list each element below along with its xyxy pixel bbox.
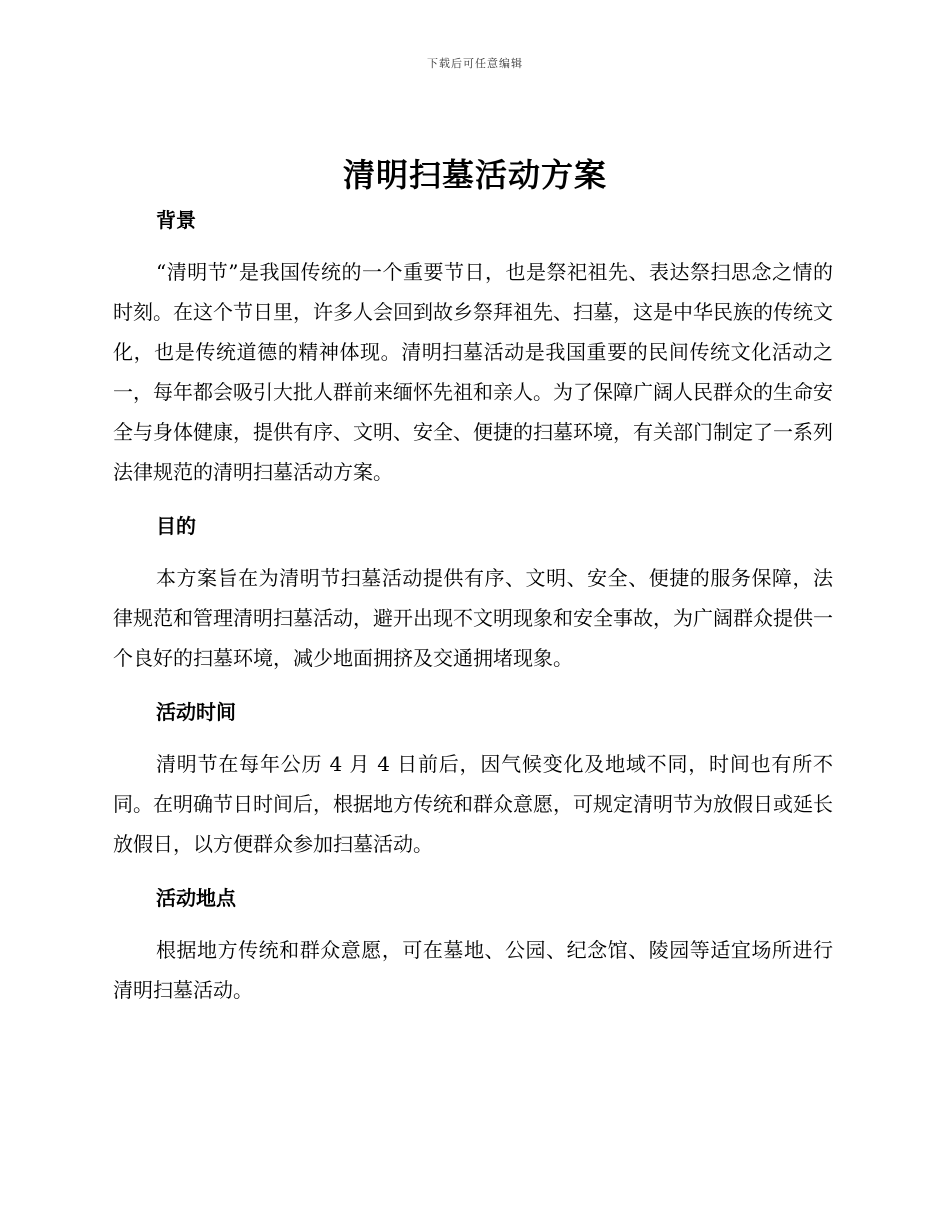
document-title: 清明扫墓活动方案 <box>342 156 607 194</box>
section-activity-location <box>113 878 833 1010</box>
section-background <box>113 200 833 492</box>
section-paragraph: 清明节在每年公历 4 月 4 日前后，因气候变化及地域不同，时间也有所不同。在明确节日时间后，根据地方传统和群众意愿，可规定清明节为放假日或延长放假日，以方便群众参加扫墓活动。 <box>113 752 833 856</box>
section-activity-time <box>113 692 833 864</box>
section-heading: 活动地点 <box>156 886 236 910</box>
section-paragraph: 本方案旨在为清明节扫墓活动提供有序、文明、安全、便捷的服务保障，法律规范和管理清明扫墓活动，避开出现不文明现象和安全事故，为广阔群众提供一个良好的扫墓环境，减少地面拥挤及交通拥堵现象。 <box>113 566 833 670</box>
header-note: 下载后可任意编辑 <box>427 57 523 70</box>
section-paragraph: “清明节”是我国传统的一个重要节日，也是祭祀祖先、表达祭扫思念之情的时刻。在这个节日里，许多人会回到故乡祭拜祖先、扫墓，这是中华民族的传统文化，也是传统道德的精神体现。清明扫墓活动是我国重要的民间传统文化活动之一，每年都会吸引大批人群前来缅怀先祖和亲人。为了保障广阔人民群众的生命安全与身体健康，提供有序、文明、安全、便捷的扫墓环境，有关部门制定了一系列法律规范的清明扫墓活动方案。 <box>113 260 833 484</box>
section-heading: 活动时间 <box>156 700 236 724</box>
section-purpose <box>113 506 833 678</box>
section-heading: 目的 <box>156 514 196 538</box>
section-paragraph: 根据地方传统和群众意愿，可在墓地、公园、纪念馆、陵园等适宜场所进行清明扫墓活动。 <box>113 938 833 1002</box>
section-heading: 背景 <box>156 208 196 232</box>
document-body <box>113 200 833 1024</box>
